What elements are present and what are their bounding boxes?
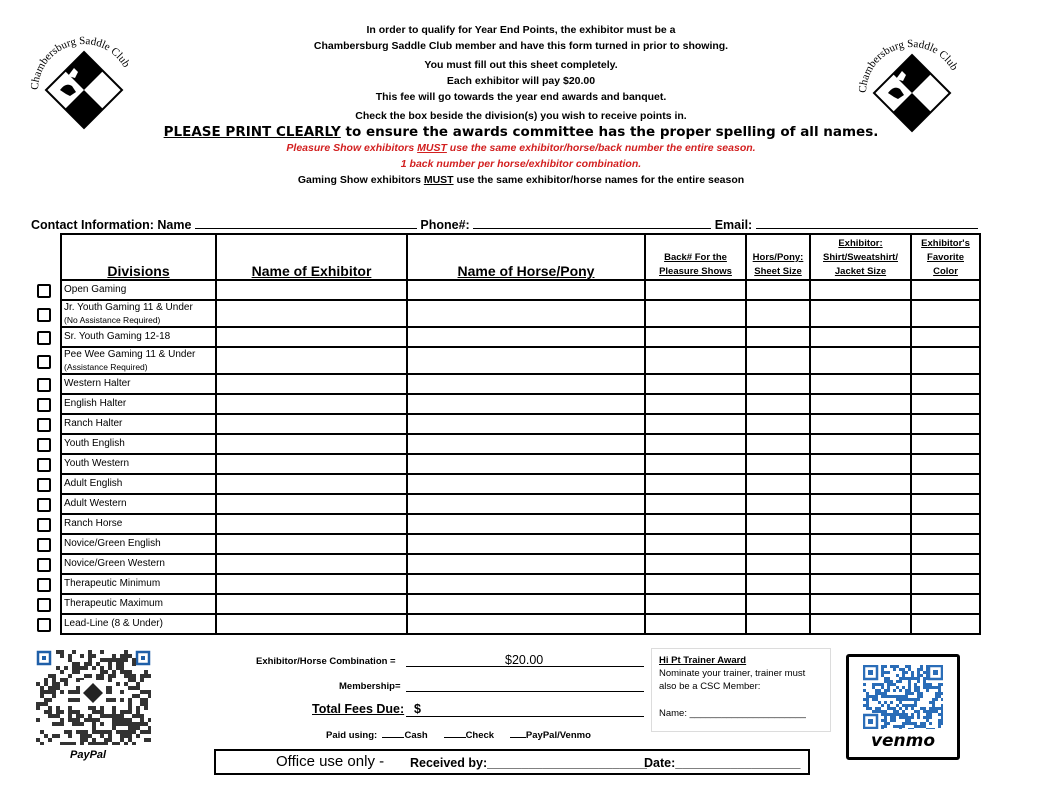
table-header-row [61,234,980,280]
total-fees-label: Total Fees Due: [312,702,405,716]
exhibitor-cell[interactable] [216,374,407,394]
header-line: This fee will go towards the year end awards and banquet. [375,91,667,103]
paypal-label: PayPal [70,749,107,761]
shirt-size-cell[interactable] [810,554,911,574]
back-number-cell[interactable] [645,534,746,554]
shirt-size-cell[interactable] [810,327,911,347]
horse-cell[interactable] [407,514,645,534]
horse-cell[interactable] [407,474,645,494]
back-number-cell[interactable] [645,514,746,534]
exhibitor-cell[interactable] [216,434,407,454]
division-checkbox[interactable] [37,518,51,532]
shirt-size-cell[interactable] [810,280,911,300]
venmo-qr-code [863,665,943,729]
division-checkbox[interactable] [37,438,51,452]
paypal-qr-code [36,650,151,745]
division-checkbox[interactable] [37,284,51,298]
total-fees-dollar: $ [414,702,421,716]
division-checkbox[interactable] [37,331,51,345]
back-number-cell[interactable] [645,300,746,327]
table-row [61,327,980,347]
division-label: Therapeutic Minimum [61,574,216,594]
horse-cell[interactable] [407,614,645,634]
horse-cell[interactable] [407,594,645,614]
back-number-cell[interactable] [645,327,746,347]
exhibitor-cell[interactable] [216,554,407,574]
back-number-cell[interactable] [645,374,746,394]
contact-name-field[interactable] [195,217,417,229]
favorite-color-cell[interactable] [911,327,980,347]
favorite-color-cell[interactable] [911,454,980,474]
exhibitor-cell[interactable] [216,574,407,594]
header-instructions [160,22,882,188]
shirt-size-cell[interactable] [810,374,911,394]
sheet-size-header: Hors/Pony: Sheet Size [746,234,810,280]
payment-method: Paid using: Cash Check PayPal/Venmo [326,730,591,741]
combo-value: $20.00 [505,653,544,667]
shirt-size-cell[interactable] [810,454,911,474]
paypal-venmo-blank[interactable] [510,737,526,738]
venmo-qr-box [846,654,960,760]
division-checkbox[interactable] [37,618,51,632]
contact-information [31,217,978,232]
back-number-cell[interactable] [645,574,746,594]
back-number-cell[interactable] [645,454,746,474]
pleasure-notice: Pleasure Show exhibitors MUST use the same exhibitor/horse/back number the entire season. [286,142,756,154]
table-row [61,454,980,474]
favorite-color-cell[interactable] [911,554,980,574]
horse-cell[interactable] [407,434,645,454]
table-row [61,434,980,454]
division-label: Youth Western [61,454,216,474]
division-label: Pee Wee Gaming 11 & Under (Assistance Required) [61,347,216,374]
favorite-color-cell[interactable] [911,300,980,327]
shirt-size-cell[interactable] [810,394,911,414]
sheet-size-cell[interactable] [746,494,810,514]
shirt-size-cell[interactable] [810,494,911,514]
division-checkbox[interactable] [37,478,51,492]
favorite-color-cell[interactable] [911,494,980,514]
table-row [61,300,980,327]
exhibitor-cell[interactable] [216,494,407,514]
received-by-field[interactable]: Received by:_______________________ [410,756,648,770]
award-name-field[interactable]: Name: ______________________ [659,708,806,719]
venmo-label: venmo [870,731,936,751]
division-label: Sr. Youth Gaming 12-18 [61,327,216,347]
header-line: Each exhibitor will pay $20.00 [446,75,596,87]
division-label: Novice/Green Western [61,554,216,574]
favorite-color-cell[interactable] [911,474,980,494]
office-label: Office use only - [276,753,385,770]
shirt-size-cell[interactable] [810,534,911,554]
shirt-size-cell[interactable] [810,514,911,534]
sheet-size-cell[interactable] [746,327,810,347]
division-checkbox[interactable] [37,578,51,592]
division-checkbox[interactable] [37,398,51,412]
division-label: Adult English [61,474,216,494]
favorite-color-cell[interactable] [911,594,980,614]
sheet-size-cell[interactable] [746,554,810,574]
sheet-size-cell[interactable] [746,514,810,534]
check-blank[interactable] [444,737,466,738]
sheet-size-cell[interactable] [746,280,810,300]
sheet-size-cell[interactable] [746,614,810,634]
club-logo-left [24,30,144,150]
contact-phone-field[interactable] [473,217,711,229]
back-number-notice: 1 back number per horse/exhibitor combination. [400,158,642,170]
header-line: Chambersburg Saddle Club member and have this form turned in prior to showing. [313,40,729,52]
horse-cell[interactable] [407,300,645,327]
division-checkbox[interactable] [37,355,51,369]
sheet-size-cell[interactable] [746,347,810,374]
shirt-size-cell[interactable] [810,300,911,327]
favorite-color-cell[interactable] [911,394,980,414]
back-number-cell[interactable] [645,347,746,374]
exhibitor-cell[interactable] [216,514,407,534]
sheet-size-cell[interactable] [746,414,810,434]
print-clearly-notice: PLEASE PRINT CLEARLY to ensure the awards committee has the proper spelling of all names. [163,124,879,140]
favorite-color-cell[interactable] [911,414,980,434]
exhibitor-cell[interactable] [216,347,407,374]
sheet-size-cell[interactable] [746,394,810,414]
division-checkbox[interactable] [37,538,51,552]
date-field[interactable]: Date:__________________ [644,756,801,770]
membership-line[interactable] [406,691,644,692]
division-label: Ranch Horse [61,514,216,534]
contact-name-label: Contact Information: Name [31,218,192,232]
sheet-size-cell[interactable] [746,300,810,327]
division-label: Lead-Line (8 & Under) [61,614,216,634]
favorite-color-cell[interactable] [911,280,980,300]
exhibitor-cell[interactable] [216,474,407,494]
horse-cell[interactable] [407,280,645,300]
back-number-cell[interactable] [645,614,746,634]
horse-header: Name of Horse/Pony [407,234,645,280]
table-row [61,374,980,394]
back-number-cell[interactable] [645,474,746,494]
table-row [61,494,980,514]
table-row [61,574,980,594]
division-checkbox[interactable] [37,308,51,322]
horse-cell[interactable] [407,347,645,374]
exhibitor-header: Name of Exhibitor [216,234,407,280]
favorite-color-cell[interactable] [911,614,980,634]
division-checkbox[interactable] [37,558,51,572]
exhibitor-cell[interactable] [216,280,407,300]
exhibitor-cell[interactable] [216,614,407,634]
favorite-color-cell[interactable] [911,534,980,554]
table-row [61,614,980,634]
header-line: Check the box beside the division(s) you wish to receive points in. [355,110,687,122]
sheet-size-cell[interactable] [746,574,810,594]
horse-cell[interactable] [407,374,645,394]
gaming-notice: Gaming Show exhibitors MUST use the same exhibitor/horse names for the entire season [297,174,745,186]
favorite-color-cell[interactable] [911,434,980,454]
exhibitor-cell[interactable] [216,300,407,327]
table-row [61,594,980,614]
office-use-box [214,749,810,775]
exhibitor-cell[interactable] [216,327,407,347]
shirt-size-cell[interactable] [810,434,911,454]
divisions-header: Divisions [61,234,216,280]
cash-blank[interactable] [382,737,404,738]
contact-email-field[interactable] [756,217,978,229]
back-number-cell[interactable] [645,414,746,434]
header-line: You must fill out this sheet completely. [424,59,618,71]
favorite-color-cell[interactable] [911,347,980,374]
membership-label: Membership= [339,681,401,692]
shirt-size-cell[interactable] [810,574,911,594]
division-label: Youth English [61,434,216,454]
table-row [61,414,980,434]
horse-cell[interactable] [407,394,645,414]
exhibitor-cell[interactable] [216,594,407,614]
favorite-color-cell[interactable] [911,514,980,534]
award-title: Hi Pt Trainer Award [659,655,747,666]
division-label: Ranch Halter [61,414,216,434]
table-row [61,347,980,374]
division-label: Therapeutic Maximum [61,594,216,614]
favorite-color-cell[interactable] [911,574,980,594]
back-number-cell[interactable] [645,594,746,614]
award-line: also be a CSC Member: [659,681,761,692]
division-checkbox[interactable] [37,378,51,392]
division-label: Western Halter [61,374,216,394]
division-checkbox[interactable] [37,598,51,612]
total-fees-line[interactable] [406,716,644,717]
division-label: Novice/Green English [61,534,216,554]
table-row [61,514,980,534]
exhibitor-cell[interactable] [216,394,407,414]
division-label: Adult Western [61,494,216,514]
horse-cell[interactable] [407,454,645,474]
horse-cell[interactable] [407,494,645,514]
shirt-size-cell[interactable] [810,474,911,494]
contact-phone-label: Phone#: [420,218,470,232]
logo-text-left: Chambersburg Saddle Club [28,34,133,91]
table-row [61,280,980,300]
division-checkbox[interactable] [37,498,51,512]
logo-text-right: Chambersburg Saddle Club [856,37,961,94]
exhibitor-cell[interactable] [216,534,407,554]
shirt-size-cell[interactable] [810,594,911,614]
back-number-cell[interactable] [645,434,746,454]
back-number-cell[interactable] [645,494,746,514]
back-number-cell[interactable] [645,394,746,414]
exhibitor-cell[interactable] [216,454,407,474]
back-number-header: Back# For the Pleasure Shows [645,234,746,280]
sheet-size-cell[interactable] [746,434,810,454]
division-label: Jr. Youth Gaming 11 & Under (No Assistance Required) [61,300,216,327]
division-checkbox[interactable] [37,418,51,432]
horse-cell[interactable] [407,414,645,434]
sheet-size-cell[interactable] [746,454,810,474]
table-row [61,554,980,574]
sheet-size-cell[interactable] [746,534,810,554]
table-row [61,474,980,494]
sheet-size-cell[interactable] [746,474,810,494]
combo-label: Exhibitor/Horse Combination = [256,656,396,667]
trainer-award-box [651,648,831,732]
division-label: English Halter [61,394,216,414]
horse-cell[interactable] [407,554,645,574]
award-line: Nominate your trainer, trainer must [659,668,806,679]
sheet-size-cell[interactable] [746,374,810,394]
horse-cell[interactable] [407,327,645,347]
divisions-table [60,233,981,635]
back-number-cell[interactable] [645,280,746,300]
header-line: In order to qualify for Year End Points, the exhibitor must be a [366,24,676,36]
favorite-color-header: Exhibitor's Favorite Color [911,234,980,280]
shirt-size-cell[interactable] [810,614,911,634]
table-row [61,534,980,554]
division-checkbox[interactable] [37,458,51,472]
exhibitor-cell[interactable] [216,414,407,434]
shirt-size-cell[interactable] [810,347,911,374]
shirt-size-cell[interactable] [810,414,911,434]
shirt-size-header: Exhibitor: Shirt/Sweatshirt/ Jacket Size [810,234,911,280]
sheet-size-cell[interactable] [746,594,810,614]
division-label: Open Gaming [61,280,216,300]
horse-cell[interactable] [407,534,645,554]
favorite-color-cell[interactable] [911,374,980,394]
table-row [61,394,980,414]
contact-email-label: Email: [714,218,753,232]
horse-cell[interactable] [407,574,645,594]
back-number-cell[interactable] [645,554,746,574]
